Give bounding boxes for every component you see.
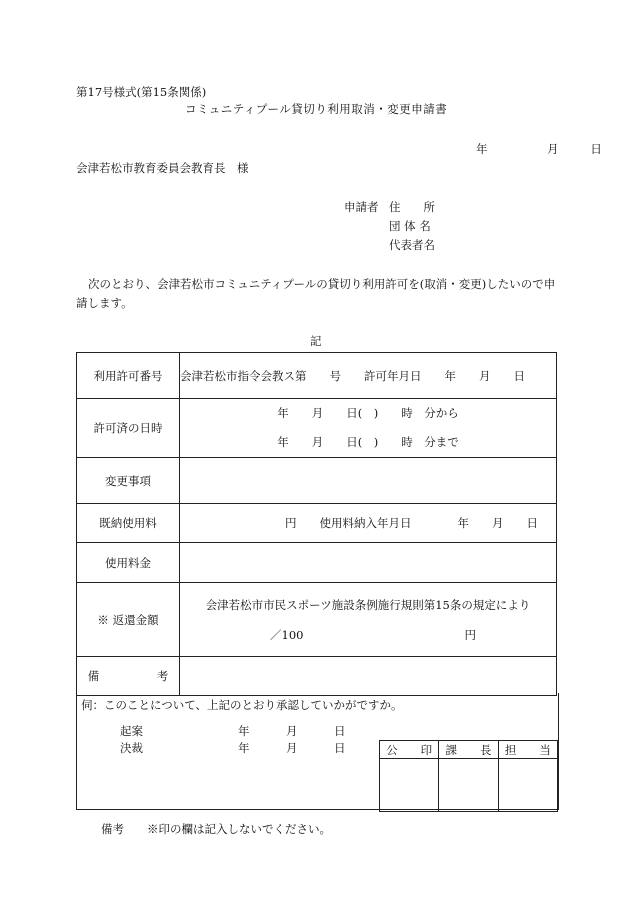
- date-month: 月: [547, 142, 559, 156]
- decision-year: 年: [238, 741, 250, 755]
- permitted-datetime-row: [77, 399, 557, 458]
- approval-section: [76, 693, 559, 810]
- application-date: [476, 141, 602, 157]
- permitted-datetime-label: 許可済の日時: [77, 399, 180, 458]
- remarks-row: [77, 657, 557, 696]
- stamp-header-official-seal: 公 印: [380, 741, 439, 759]
- permit-number-value[interactable]: 会津若松市指令会教ス第 号 許可年月日 年 月 日: [180, 353, 557, 399]
- permit-number-label: 利用許可番号: [77, 353, 180, 399]
- paid-fee-label: 既納使用料: [77, 504, 180, 543]
- remarks-value[interactable]: [180, 657, 557, 696]
- decision-month: 月: [286, 741, 298, 755]
- usage-fee-value[interactable]: [180, 543, 557, 583]
- decision-day: 日: [334, 741, 346, 755]
- usage-fee-row: [77, 543, 557, 583]
- paid-fee-row: [77, 504, 557, 543]
- form-number: 第17号様式(第15条関係): [76, 85, 207, 99]
- refund-amount: ／100 円: [270, 627, 476, 642]
- decision-label: 決裁: [120, 741, 143, 755]
- ki-heading: 記: [310, 334, 322, 348]
- application-table: [76, 352, 557, 696]
- remarks-label: 備 考: [77, 657, 180, 696]
- applicant-group-name-field: 団 体 名: [389, 219, 431, 233]
- footnote: 備考 ※印の欄は記入しないでください。: [101, 822, 331, 836]
- stamp-table: [379, 740, 558, 812]
- date-day: 日: [590, 142, 602, 156]
- decision-row: [120, 740, 346, 757]
- date-year: 年: [476, 142, 488, 156]
- approval-question: 伺：このことについて、上記のとおり承認していかがですか。: [81, 698, 403, 712]
- permit-number-row: [77, 353, 557, 399]
- document-title: コミュニティプール貸切り利用取消・変更申請書: [185, 102, 448, 116]
- applicant-representative-field: 代表者名: [389, 238, 435, 252]
- paid-fee-value[interactable]: 円 使用料納入年月日 年 月 日: [180, 504, 557, 543]
- refund-value[interactable]: [180, 583, 557, 657]
- change-items-value[interactable]: [180, 458, 557, 504]
- change-items-row: [77, 458, 557, 504]
- approval-dates: [120, 723, 346, 757]
- addressee: 会津若松市教育委員会教育長 様: [76, 161, 249, 175]
- refund-row: [77, 583, 557, 657]
- refund-label: ※ 返還金額: [77, 583, 180, 657]
- usage-fee-label: 使用料金: [77, 543, 180, 583]
- applicant-address-field: 住 所: [389, 200, 435, 214]
- stamp-header-section-chief: 課 長: [439, 741, 498, 759]
- stamp-header-person-in-charge: 担 当: [498, 741, 557, 759]
- refund-rule: 会津若松市市民スポーツ施設条例施行規則第15条の規定により: [205, 597, 531, 612]
- draft-label: 起案: [120, 724, 143, 738]
- permitted-from: 年 月 日( ) 時 分から: [277, 406, 459, 420]
- change-items-label: 変更事項: [77, 458, 180, 504]
- stamp-box-section-chief[interactable]: [439, 759, 498, 812]
- permitted-to: 年 月 日( ) 時 分まで: [277, 435, 459, 449]
- draft-day: 日: [334, 724, 346, 738]
- draft-month: 月: [286, 724, 298, 738]
- applicant-block: [344, 198, 435, 255]
- stamp-box-person-in-charge[interactable]: [498, 759, 557, 812]
- draft-row: [120, 723, 346, 740]
- applicant-label: 申請者: [344, 200, 379, 214]
- draft-year: 年: [238, 724, 250, 738]
- body-text: 次のとおり、会津若松市コミュニティプールの貸切り利用許可を(取消・変更)したいので申請します。: [76, 277, 556, 310]
- stamp-box-official-seal[interactable]: [380, 759, 439, 812]
- permitted-datetime-value[interactable]: [180, 399, 557, 458]
